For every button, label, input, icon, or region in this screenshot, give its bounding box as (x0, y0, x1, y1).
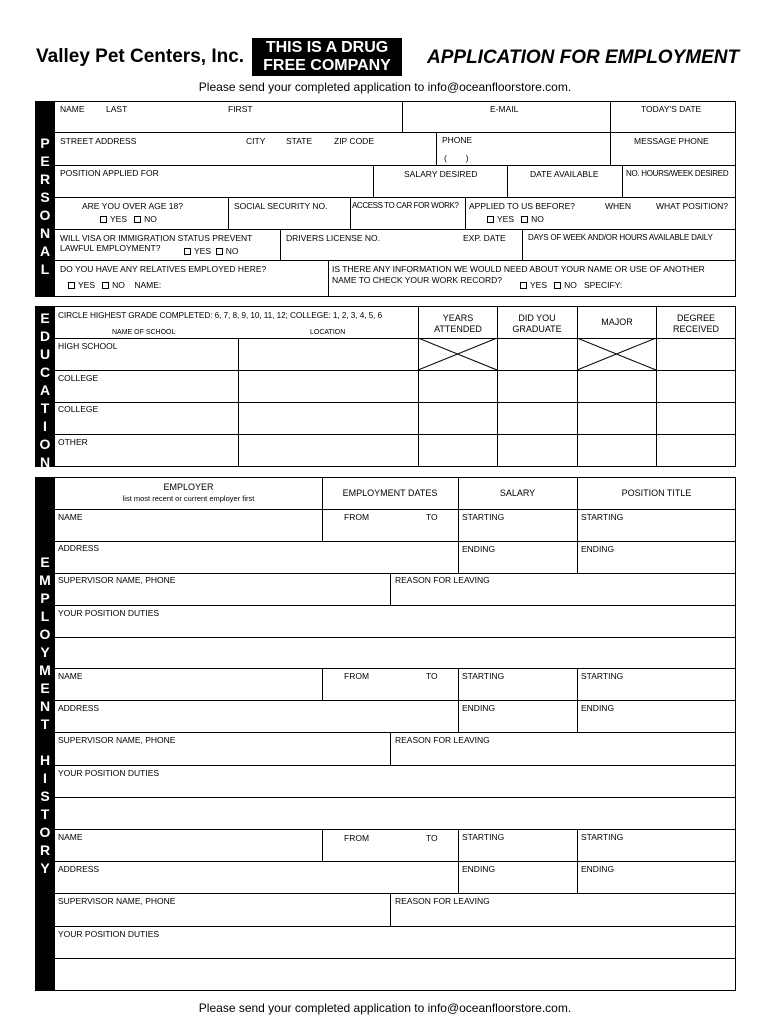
applied-checkboxes: YES NO (487, 214, 544, 224)
employment-side-label: E M P L O Y M E N T H I S T O R Y (35, 477, 55, 991)
education-side-label: E D U C A T I O N (35, 306, 55, 467)
city-label: CITY (246, 136, 266, 146)
phone-area-code: ( ) (444, 153, 469, 163)
visa-checkboxes: YES NO (184, 246, 239, 256)
employer3-to-label: TO (426, 833, 438, 843)
name-label: NAME (60, 104, 85, 114)
employer2-salary-starting-label: STARTING (462, 671, 505, 681)
position-title-header: POSITION TITLE (621, 488, 692, 498)
employer1-title-ending-label: ENDING (581, 544, 615, 554)
employer3-from-label: FROM (344, 833, 370, 843)
employer2-name-label: NAME (58, 671, 83, 681)
employment-section (35, 477, 736, 991)
employer3-address-label: ADDRESS (58, 864, 100, 874)
employer3-title-starting-label: STARTING (581, 832, 624, 842)
employer1-address-label: ADDRESS (58, 543, 100, 553)
applied-before-label: APPLIED TO US BEFORE? (469, 201, 575, 211)
when-label: WHEN (605, 201, 631, 211)
salary-desired-label: SALARY DESIRED (404, 169, 478, 179)
location-label: LOCATION (310, 329, 346, 336)
ssn-label: SOCIAL SECURITY NO. (234, 201, 328, 211)
employer1-name-label: NAME (58, 512, 83, 522)
relatives-no-checkbox[interactable] (102, 282, 109, 289)
other-school-label: OTHER (58, 437, 88, 447)
what-position-label: WHAT POSITION? (656, 201, 728, 211)
relatives-label: DO YOU HAVE ANY RELATIVES EMPLOYED HERE? (60, 264, 267, 274)
other-name-no-checkbox[interactable] (554, 282, 561, 289)
car-access-label: ACCESS TO CAR FOR WORK? (352, 201, 459, 210)
employer2-salary-ending-label: ENDING (462, 703, 496, 713)
employer2-title-starting-label: STARTING (581, 671, 624, 681)
applied-no-checkbox[interactable] (521, 216, 528, 223)
email-label: E-MAIL (490, 104, 519, 114)
drivers-license-label: DRIVERS LICENSE NO. (286, 233, 380, 243)
age-no-checkbox[interactable] (134, 216, 141, 223)
years-attended-label: YEARS ATTENDED (434, 313, 482, 334)
personal-side-label: P E R S O N A L (35, 101, 55, 297)
days-available-label: DAYS OF WEEK AND/OR HOURS AVAILABLE DAILY (528, 233, 713, 242)
graduate-label: DID YOU GRADUATE (512, 313, 562, 334)
employer3-salary-starting-label: STARTING (462, 832, 505, 842)
phone-label: PHONE (442, 135, 473, 145)
school-name-label: NAME OF SCHOOL (112, 329, 176, 336)
age-yes-checkbox[interactable] (100, 216, 107, 223)
college-label-1: COLLEGE (58, 373, 99, 383)
employer1-supervisor-label: SUPERVISOR NAME, PHONE (58, 575, 176, 585)
first-name-label: FIRST (228, 104, 253, 114)
other-name-label-line1: IS THERE ANY INFORMATION WE WOULD NEED ABOUT YOUR NAME OR USE OF ANOTHER (332, 264, 705, 274)
exp-date-label: EXP. DATE (463, 233, 506, 243)
high-school-label: HIGH SCHOOL (58, 341, 118, 351)
employer3-name-label: NAME (58, 832, 83, 842)
employer3-supervisor-label: SUPERVISOR NAME, PHONE (58, 896, 176, 906)
company-name: Valley Pet Centers, Inc. (36, 46, 245, 67)
street-address-label: STREET ADDRESS (60, 136, 137, 146)
visa-label-line1: WILL VISA OR IMMIGRATION STATUS PREVENT (60, 233, 253, 243)
employer2-address-label: ADDRESS (58, 703, 100, 713)
hours-desired-label: NO. HOURS/WEEK DESIRED (626, 169, 729, 178)
age-question-label: ARE YOU OVER AGE 18? (82, 201, 183, 211)
employer1-from-label: FROM (344, 512, 370, 522)
state-label: STATE (286, 136, 313, 146)
form-title: APPLICATION FOR EMPLOYMENT (427, 47, 740, 68)
employer1-duties-label: YOUR POSITION DUTIES (58, 608, 160, 618)
employer-header: EMPLOYER list most recent or current employer first (122, 482, 255, 503)
years-na-cross-icon (418, 338, 498, 371)
visa-yes-checkbox[interactable] (184, 248, 191, 255)
position-applied-label: POSITION APPLIED FOR (60, 168, 159, 178)
other-name-checkboxes: YES NO SPECIFY: (520, 280, 622, 290)
employer2-reason-label: REASON FOR LEAVING (395, 735, 490, 745)
employer1-to-label: TO (426, 512, 438, 522)
last-name-label: LAST (106, 104, 128, 114)
employer2-duties-label: YOUR POSITION DUTIES (58, 768, 160, 778)
date-available-label: DATE AVAILABLE (530, 169, 599, 179)
drug-free-badge (252, 38, 402, 76)
visa-label-line2: LAWFUL EMPLOYMENT? (60, 243, 161, 253)
college-label-2: COLLEGE (58, 404, 99, 414)
relatives-checkboxes: YES NO NAME: (68, 280, 161, 290)
relatives-yes-checkbox[interactable] (68, 282, 75, 289)
degree-label: DEGREE RECEIVED (672, 313, 719, 334)
employer2-to-label: TO (426, 671, 438, 681)
employer1-salary-starting-label: STARTING (462, 512, 505, 522)
drug-free-line-2: FREE COMPANY (263, 57, 391, 74)
salary-header: SALARY (499, 488, 536, 498)
send-note-top: Please send your completed application to info@oceanfloorstore.com. (198, 80, 572, 94)
employer3-duties-label: YOUR POSITION DUTIES (58, 929, 160, 939)
employer1-title-starting-label: STARTING (581, 512, 624, 522)
message-phone-label: MESSAGE PHONE (634, 136, 709, 146)
employer2-title-ending-label: ENDING (581, 703, 615, 713)
employer1-reason-label: REASON FOR LEAVING (395, 575, 490, 585)
employer3-title-ending-label: ENDING (581, 864, 615, 874)
highest-grade-label: CIRCLE HIGHEST GRADE COMPLETED: 6, 7, 8, 9, 10, 11, 12; COLLEGE: 1, 2, 3, 4, 5, 6 (58, 310, 383, 320)
other-name-yes-checkbox[interactable] (520, 282, 527, 289)
drug-free-line-1: THIS IS A DRUG (265, 39, 389, 56)
employer2-from-label: FROM (344, 671, 370, 681)
major-label: MAJOR (601, 317, 633, 327)
applied-yes-checkbox[interactable] (487, 216, 494, 223)
other-name-label-line2: NAME TO CHECK YOUR WORK RECORD? (332, 275, 503, 285)
major-na-cross-icon (577, 338, 657, 371)
send-note-bottom: Please send your completed application to info@oceanfloorstore.com. (198, 1001, 572, 1015)
todays-date-label: TODAY'S DATE (641, 104, 702, 114)
employer1-salary-ending-label: ENDING (462, 544, 496, 554)
employer3-salary-ending-label: ENDING (462, 864, 496, 874)
age-checkboxes: YES NO (100, 214, 157, 224)
employer3-reason-label: REASON FOR LEAVING (395, 896, 490, 906)
employment-dates-header: EMPLOYMENT DATES (342, 488, 438, 498)
employer2-supervisor-label: SUPERVISOR NAME, PHONE (58, 735, 176, 745)
visa-no-checkbox[interactable] (216, 248, 223, 255)
zip-code-label: ZIP CODE (334, 136, 374, 146)
